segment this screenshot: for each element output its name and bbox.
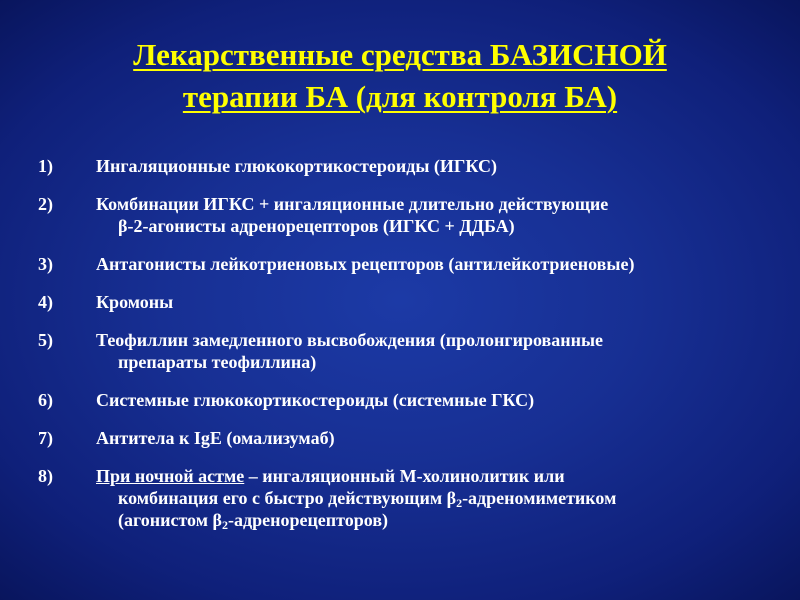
item-text [96, 389, 758, 411]
item-line-continuation [96, 509, 758, 531]
item-line: Системные глюкокортикостероиды (системные ГКС) [96, 390, 535, 410]
list-item [38, 427, 758, 449]
line-part: -адреномиметиком [462, 488, 617, 508]
list-item [38, 389, 758, 411]
list-item [38, 291, 758, 313]
line-part: -адренорецепторов) [227, 510, 389, 530]
item-line: Антагонисты лейкотриеновых рецепторов (антилейкотриеновые) [96, 254, 635, 274]
item-text [96, 291, 758, 313]
line-part: комбинация его с быстро действующим β [118, 488, 457, 508]
subscript: 2 [456, 496, 463, 510]
item-line-continuation [96, 487, 758, 509]
item-number: 2) [38, 194, 53, 214]
item-line: Ингаляционные глюкокортикостероиды (ИГКС) [96, 156, 497, 176]
item-number: 5) [38, 330, 53, 350]
item-text [96, 155, 758, 177]
title-line-2: терапии БА (для контроля БА) [182, 79, 618, 114]
item-number: 7) [38, 428, 53, 448]
title-line-1: Лекарственные средства БАЗИСНОЙ [133, 37, 667, 72]
item-line-continuation: препараты теофиллина) [118, 352, 317, 372]
item-line: Теофиллин замедленного высвобождения (пролонгированные [96, 330, 604, 350]
item-line [96, 466, 565, 486]
list-item [38, 329, 758, 373]
item-number: 4) [38, 292, 53, 312]
list-item [38, 465, 758, 531]
therapy-list [38, 155, 758, 547]
item-number: 1) [38, 156, 53, 176]
item-text [96, 253, 758, 275]
item-number: 6) [38, 390, 53, 410]
list-item [38, 155, 758, 177]
item-line: Кромоны [96, 292, 174, 312]
line-part: (агонистом β [118, 510, 222, 530]
item-text [96, 329, 758, 373]
subscript: 2 [221, 518, 228, 532]
item-line-rest: – ингаляционный М-холинолитик или [244, 466, 565, 486]
night-asthma-label: При ночной астме [96, 466, 245, 486]
item-number: 8) [38, 466, 53, 486]
item-line: Комбинации ИГКС + ингаляционные длительно действующие [96, 194, 609, 214]
list-item [38, 193, 758, 237]
item-text [96, 193, 758, 237]
item-line-continuation: β-2-агонисты адренорецепторов (ИГКС + ДДБА) [118, 216, 515, 236]
slide-title [40, 34, 760, 118]
item-line: Антитела к IgE (омализумаб) [96, 428, 335, 448]
item-number: 3) [38, 254, 53, 274]
list-item [38, 253, 758, 275]
item-text [96, 465, 758, 531]
item-text [96, 427, 758, 449]
